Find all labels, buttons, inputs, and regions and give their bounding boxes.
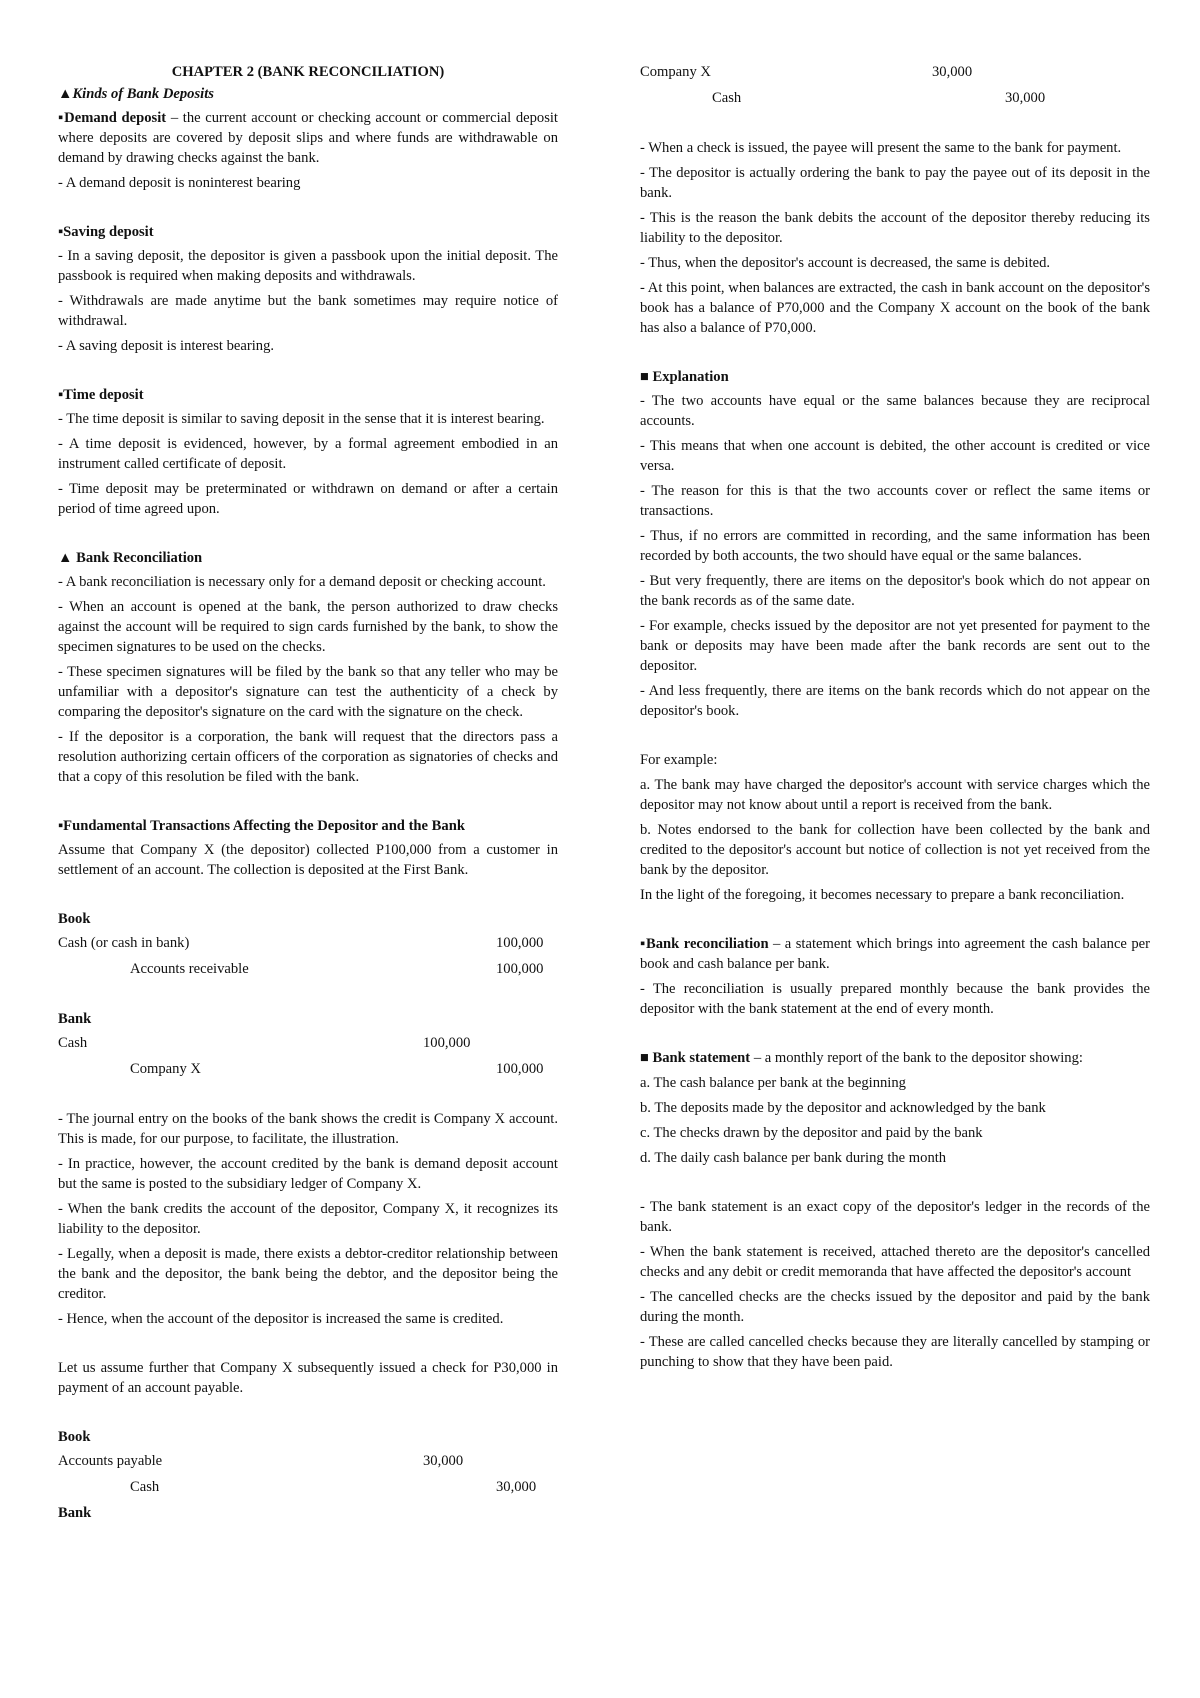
journal-account: Cash	[712, 90, 742, 106]
paragraph: - In practice, however, the account credited by the bank is demand deposit account but the same is posted to the subsidiary ledger of Company X.	[58, 1156, 558, 1192]
paragraph: - The two accounts have equal or the same balances because they are reciprocal accounts.	[640, 393, 1150, 429]
list-item: d. The daily cash balance per bank during the month	[640, 1150, 947, 1166]
paragraph: - When an account is opened at the bank, the person authorized to draw checks against the account will be required to sign cards furnished by the bank, to show the specimen signatures to be used on the checks.	[58, 599, 558, 655]
explanation-heading: ■ Explanation	[640, 369, 729, 385]
paragraph: - The reconciliation is usually prepared monthly because the bank provides the depositor with the bank statement at the end of every month.	[640, 981, 1150, 1017]
paragraph: - A time deposit is evidenced, however, by a formal agreement embodied in an instrument called certificate of deposit.	[58, 436, 558, 472]
bank-reconciliation-text: – a statement which brings into agreement the cash balance per book and cash balance per bank.	[640, 936, 1150, 972]
bank-reconciliation-def	[640, 934, 1150, 974]
journal-bank-heading: Bank	[58, 1011, 92, 1027]
demand-deposit-text: – the current account or checking account or commercial deposit where deposits are covered by deposit slips and where funds are withdrawable on demand by drawing checks against the bank.	[58, 110, 558, 166]
paragraph: - These specimen signatures will be filed by the bank so that any teller who may be unfamiliar with a depositor's signature can test the authenticity of a check by comparing the depositor's signature on the card with the signature on the check.	[58, 664, 558, 720]
journal-row	[58, 1033, 558, 1059]
journal-account: Cash	[58, 1035, 88, 1051]
bank-reconciliation-heading: ▲ Bank Reconciliation	[58, 550, 203, 566]
journal-row	[58, 1059, 558, 1085]
journal-row	[58, 1451, 558, 1477]
journal-book-heading: Book	[58, 1429, 91, 1445]
chapter-title: CHAPTER 2 (BANK RECONCILIATION)	[171, 64, 445, 80]
paragraph: - For example, checks issued by the depositor are not yet presented for payment to the bank or deposits may have been made after the bank records are sent out to the depositor.	[640, 618, 1150, 674]
journal-amount: 100,000	[496, 1061, 544, 1077]
paragraph: For example:	[640, 752, 718, 768]
paragraph: - If the depositor is a corporation, the bank will request that the directors pass a resolution authorizing certain officers of the corporation as signatories of checks and that a copy of this resolution be filed with the bank.	[58, 729, 558, 785]
paragraph: - The bank statement is an exact copy of the depositor's ledger in the records of the bank.	[640, 1199, 1150, 1235]
paragraph: b. Notes endorsed to the bank for collection have been collected by the bank and credited to the depositor's account but notice of collection is not yet received from the bank by the depositor.	[640, 822, 1150, 878]
journal-amount: 100,000	[423, 1035, 471, 1051]
demand-deposit-def	[58, 108, 558, 168]
journal-account: Accounts receivable	[130, 961, 249, 977]
demand-deposit-term: ▪Demand deposit	[58, 110, 167, 126]
paragraph: - When the bank statement is received, attached thereto are the depositor's cancelled checks and any debit or credit memoranda that have affected the depositor's account	[640, 1244, 1150, 1280]
journal-account: Accounts payable	[58, 1453, 163, 1469]
paragraph: - When a check is issued, the payee will present the same to the bank for payment.	[640, 140, 1122, 156]
journal-row	[640, 62, 1150, 88]
journal-amount: 30,000	[496, 1479, 537, 1495]
paragraph: a. The bank may have charged the depositor's account with service charges which the depositor may not know about until a report is received from the bank.	[640, 777, 1150, 813]
paragraph: - But very frequently, there are items on the depositor's book which do not appear on the bank records as of the same date.	[640, 573, 1150, 609]
bank-statement-text: – a monthly report of the bank to the depositor showing:	[750, 1050, 1083, 1066]
right-column	[640, 62, 1150, 1377]
paragraph: - The time deposit is similar to saving deposit in the sense that it is interest bearing.	[58, 411, 545, 427]
journal-account: Company X	[640, 64, 711, 80]
paragraph: - Withdrawals are made anytime but the bank sometimes may require notice of withdrawal.	[58, 293, 558, 329]
paragraph: - This means that when one account is debited, the other account is credited or vice versa.	[640, 438, 1150, 474]
list-item: a. The cash balance per bank at the beginning	[640, 1075, 906, 1091]
saving-deposit-heading: ▪Saving deposit	[58, 224, 154, 240]
journal-row	[58, 1477, 558, 1503]
journal-amount: 100,000	[496, 935, 544, 951]
journal-account: Cash (or cash in bank)	[58, 935, 190, 951]
paragraph: - Thus, if no errors are committed in recording, and the same information has been recorded by both accounts, the two should have equal or the same balances.	[640, 528, 1150, 564]
journal-account: Company X	[130, 1061, 201, 1077]
paragraph: - A bank reconciliation is necessary only for a demand deposit or checking account.	[58, 574, 546, 590]
paragraph: - Hence, when the account of the depositor is increased the same is credited.	[58, 1311, 504, 1327]
paragraph: - A saving deposit is interest bearing.	[58, 338, 275, 354]
paragraph: - These are called cancelled checks because they are literally cancelled by stamping or punching to show that they have been paid.	[640, 1334, 1150, 1370]
paragraph: - A demand deposit is noninterest bearing	[58, 175, 301, 191]
paragraph: - The reason for this is that the two accounts cover or reflect the same items or transactions.	[640, 483, 1150, 519]
kinds-heading: ▲Kinds of Bank Deposits	[58, 86, 214, 102]
journal-book-heading: Book	[58, 911, 91, 927]
journal-amount: 30,000	[423, 1453, 464, 1469]
paragraph: - Legally, when a deposit is made, there exists a debtor-creditor relationship between the bank and the depositor, the bank being the debtor, and the depositor being the creditor.	[58, 1246, 558, 1302]
paragraph: - At this point, when balances are extracted, the cash in bank account on the depositor's book has a balance of P70,000 and the Company X account on the book of the bank has also a balance of P70,000.	[640, 280, 1150, 336]
paragraph: - Time deposit may be preterminated or withdrawn on demand or after a certain period of time agreed upon.	[58, 481, 558, 517]
bank-statement-def	[640, 1048, 1150, 1068]
paragraph: - In a saving deposit, the depositor is given a passbook upon the initial deposit. The passbook is required when making deposits and withdrawals.	[58, 248, 558, 284]
bank-reconciliation-term: ▪Bank reconciliation	[640, 936, 769, 952]
paragraph: Assume that Company X (the depositor) collected P100,000 from a customer in settlement of an account. The collection is deposited at the First Bank.	[58, 842, 558, 878]
paragraph: - This is the reason the bank debits the account of the depositor thereby reducing its liability to the depositor.	[640, 210, 1150, 246]
journal-row	[640, 88, 1150, 114]
fundamental-transactions-heading: ▪Fundamental Transactions Affecting the Depositor and the Bank	[58, 818, 465, 834]
paragraph: In the light of the foregoing, it becomes necessary to prepare a bank reconciliation.	[640, 887, 1125, 903]
journal-amount: 30,000	[932, 64, 973, 80]
list-item: b. The deposits made by the depositor and acknowledged by the bank	[640, 1100, 1046, 1116]
paragraph: - The depositor is actually ordering the bank to pay the payee out of its deposit in the bank.	[640, 165, 1150, 201]
paragraph: - The journal entry on the books of the bank shows the credit is Company X account. This is made, for our purpose, to facilitate, the illustration.	[58, 1111, 558, 1147]
paragraph: Let us assume further that Company X subsequently issued a check for P30,000 in payment of an account payable.	[58, 1360, 558, 1396]
journal-bank-heading: Bank	[58, 1505, 92, 1521]
journal-account: Cash	[130, 1479, 160, 1495]
list-item: c. The checks drawn by the depositor and paid by the bank	[640, 1125, 983, 1141]
journal-amount: 100,000	[496, 961, 544, 977]
time-deposit-heading: ▪Time deposit	[58, 387, 144, 403]
paragraph: - The cancelled checks are the checks issued by the depositor and paid by the bank during the month.	[640, 1289, 1150, 1325]
journal-amount: 30,000	[1005, 90, 1046, 106]
journal-row	[58, 933, 558, 959]
journal-row	[58, 959, 558, 985]
paragraph: - When the bank credits the account of the depositor, Company X, it recognizes its liability to the depositor.	[58, 1201, 558, 1237]
left-column	[58, 62, 558, 1527]
bank-statement-term: ■ Bank statement	[640, 1050, 751, 1066]
paragraph: - Thus, when the depositor's account is decreased, the same is debited.	[640, 255, 1051, 271]
paragraph: - And less frequently, there are items on the bank records which do not appear on the depositor's book.	[640, 683, 1150, 719]
